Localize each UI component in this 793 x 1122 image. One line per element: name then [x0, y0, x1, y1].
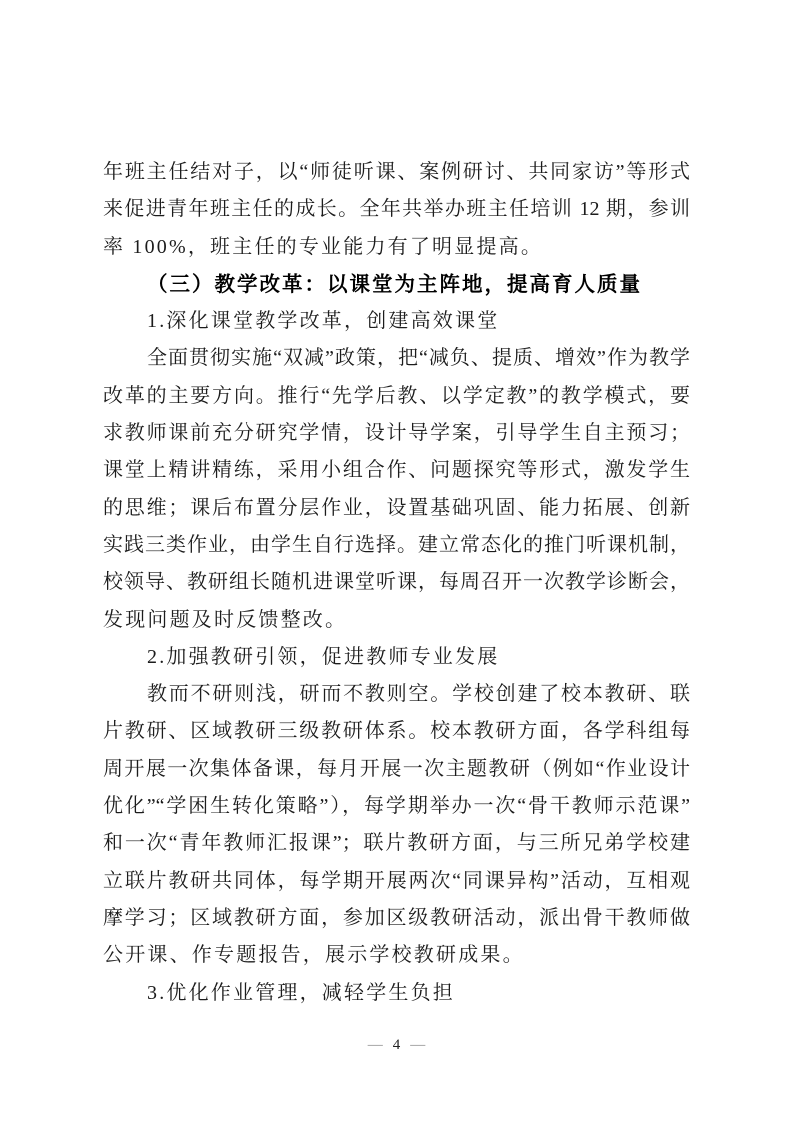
paragraph-line: 全面贯彻实施“双减”政策，把“减负、提质、增效”作为教学	[147, 347, 690, 370]
page-number: 4	[392, 1037, 401, 1053]
footer-dash-left: —	[367, 1037, 383, 1053]
paragraph-line: 求教师课前充分研究学情，设计导学案，引导学生自主预习；	[103, 422, 690, 445]
paragraph-line: 周开展一次集体备课，每月开展一次主题教研（例如“作业设计	[103, 757, 690, 780]
paragraph-line: 发现问题及时反馈整改。	[103, 608, 348, 631]
subsection-heading-3: 3.优化作业管理，减轻学生负担	[147, 981, 455, 1004]
paragraph-line: 摩学习；区域教研方面，参加区级教研活动，派出骨干教师做	[103, 906, 690, 929]
paragraph-line: 公开课、作专题报告，展示学校教研成果。	[103, 944, 525, 967]
paragraph-line: 实践三类作业，由学生自行选择。建立常态化的推门听课机制，	[103, 533, 690, 556]
paragraph-line: 率 100%，班主任的专业能力有了明显提高。	[103, 235, 544, 258]
paragraph-line: 立联片教研共同体，每学期开展两次“同课异构”活动，互相观	[103, 869, 690, 892]
page-number-footer	[0, 1037, 793, 1054]
paragraph-line: 课堂上精讲精练，采用小组合作、问题探究等形式，激发学生	[103, 459, 690, 482]
paragraph-line: 优化”“学困生转化策略”），每学期举办一次“骨干教师示范课”	[103, 795, 690, 818]
paragraph-line: 的思维；课后布置分层作业，设置基础巩固、能力拓展、创新	[103, 496, 690, 519]
footer-dash-right: —	[410, 1037, 426, 1053]
paragraph-line: 年班主任结对子，以“师徒听课、案例研讨、共同家访”等形式	[103, 161, 690, 183]
document-body	[103, 154, 690, 1012]
subsection-heading-2: 2.加强教研引领，促进教师专业发展	[147, 645, 500, 668]
paragraph-line: 和一次“青年教师汇报课”；联片教研方面，与三所兄弟学校建	[103, 832, 690, 855]
paragraph-line: 校领导、教研组长随机进课堂听课，每周召开一次教学诊断会，	[103, 571, 690, 594]
subsection-heading-1: 1.深化课堂教学改革，创建高效课堂	[147, 310, 500, 333]
paragraph-line: 片教研、区域教研三级教研体系。校本教研方面，各学科组每	[103, 720, 690, 743]
paragraph-line: 来促进青年班主任的成长。全年共举办班主任培训 12 期，参训	[103, 198, 690, 221]
paragraph-line: 教而不研则浅，研而不教则空。学校创建了校本教研、联	[147, 683, 690, 706]
paragraph-line: 改革的主要方向。推行“先学后教、以学定教”的教学模式，要	[103, 384, 690, 407]
section-heading: （三）教学改革：以课堂为主阵地，提高育人质量	[147, 272, 642, 296]
